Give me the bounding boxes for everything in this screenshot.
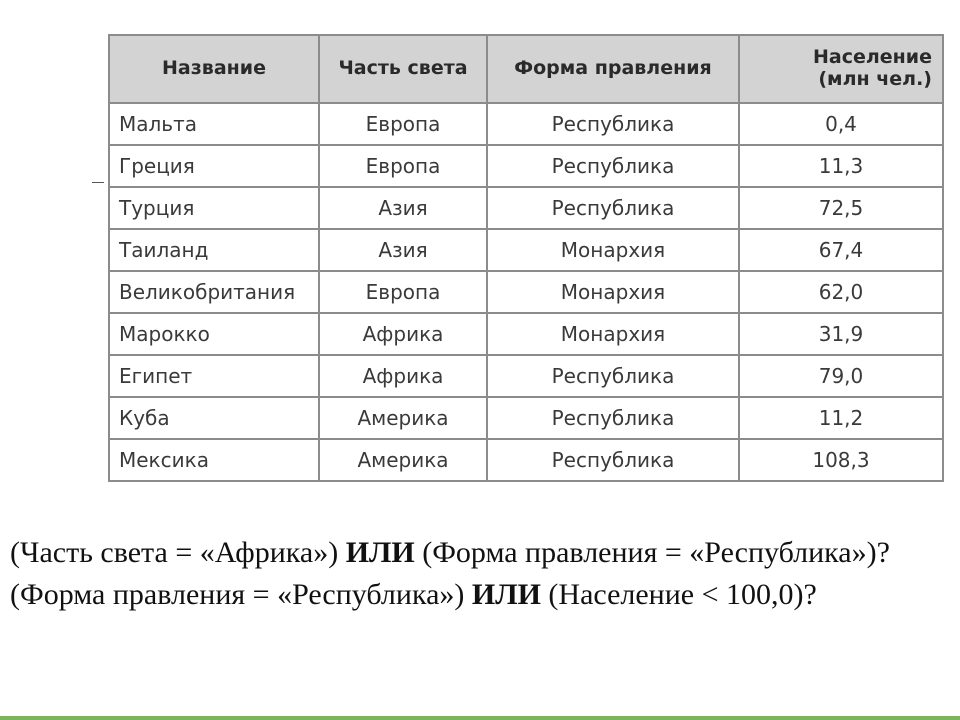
- cell-region: Европа: [319, 103, 487, 145]
- cell-population: 0,4: [739, 103, 943, 145]
- question-2: [10, 574, 950, 616]
- question-2-part1: (Форма правления = «Республика»): [10, 578, 472, 611]
- cell-name: Марокко: [109, 313, 319, 355]
- cell-population: 72,5: [739, 187, 943, 229]
- margin-tick: [92, 182, 104, 183]
- cell-government: Республика: [487, 439, 739, 481]
- header-region: Часть света: [319, 35, 487, 103]
- header-population-line2: (млн чел.): [818, 68, 932, 90]
- table-row: [109, 145, 943, 187]
- cell-government: Монархия: [487, 271, 739, 313]
- cell-government: Монархия: [487, 229, 739, 271]
- cell-population: 11,2: [739, 397, 943, 439]
- question-1-part1: (Часть света = «Африка»): [10, 536, 346, 569]
- cell-population: 31,9: [739, 313, 943, 355]
- table-row: [109, 187, 943, 229]
- cell-name: Турция: [109, 187, 319, 229]
- cell-region: Америка: [319, 397, 487, 439]
- header-population-line1: Население: [812, 46, 932, 69]
- question-1: [10, 532, 950, 574]
- question-2-part2: (Население < 100,0)?: [540, 578, 817, 611]
- countries-table: [108, 34, 944, 482]
- table-row: [109, 313, 943, 355]
- header-government: Форма правления: [487, 35, 739, 103]
- table-row: [109, 355, 943, 397]
- header-population: [739, 35, 943, 103]
- cell-population: 62,0: [739, 271, 943, 313]
- cell-government: Республика: [487, 103, 739, 145]
- cell-name: Греция: [109, 145, 319, 187]
- cell-name: Куба: [109, 397, 319, 439]
- cell-government: Монархия: [487, 313, 739, 355]
- question-1-part2: (Форма правления = «Республика»)?: [414, 536, 890, 569]
- cell-region: Европа: [319, 145, 487, 187]
- cell-government: Республика: [487, 145, 739, 187]
- cell-population: 79,0: [739, 355, 943, 397]
- footer-accent-line: [0, 716, 960, 720]
- cell-population: 67,4: [739, 229, 943, 271]
- cell-government: Республика: [487, 187, 739, 229]
- table-row: [109, 271, 943, 313]
- cell-name: Мексика: [109, 439, 319, 481]
- table-row: [109, 103, 943, 145]
- table-row: [109, 229, 943, 271]
- query-questions: [10, 532, 950, 616]
- table-row: [109, 439, 943, 481]
- cell-name: Таиланд: [109, 229, 319, 271]
- cell-population: 11,3: [739, 145, 943, 187]
- table-row: [109, 397, 943, 439]
- cell-name: Великобритания: [109, 271, 319, 313]
- cell-region: Африка: [319, 313, 487, 355]
- cell-government: Республика: [487, 355, 739, 397]
- table-header-row: [109, 35, 943, 103]
- cell-region: Азия: [319, 187, 487, 229]
- cell-region: Африка: [319, 355, 487, 397]
- cell-name: Мальта: [109, 103, 319, 145]
- question-2-operator: ИЛИ: [471, 578, 541, 611]
- header-name: Название: [109, 35, 319, 103]
- cell-population: 108,3: [739, 439, 943, 481]
- question-1-operator: ИЛИ: [345, 536, 415, 569]
- cell-name: Египет: [109, 355, 319, 397]
- cell-region: Азия: [319, 229, 487, 271]
- cell-region: Европа: [319, 271, 487, 313]
- cell-government: Республика: [487, 397, 739, 439]
- cell-region: Америка: [319, 439, 487, 481]
